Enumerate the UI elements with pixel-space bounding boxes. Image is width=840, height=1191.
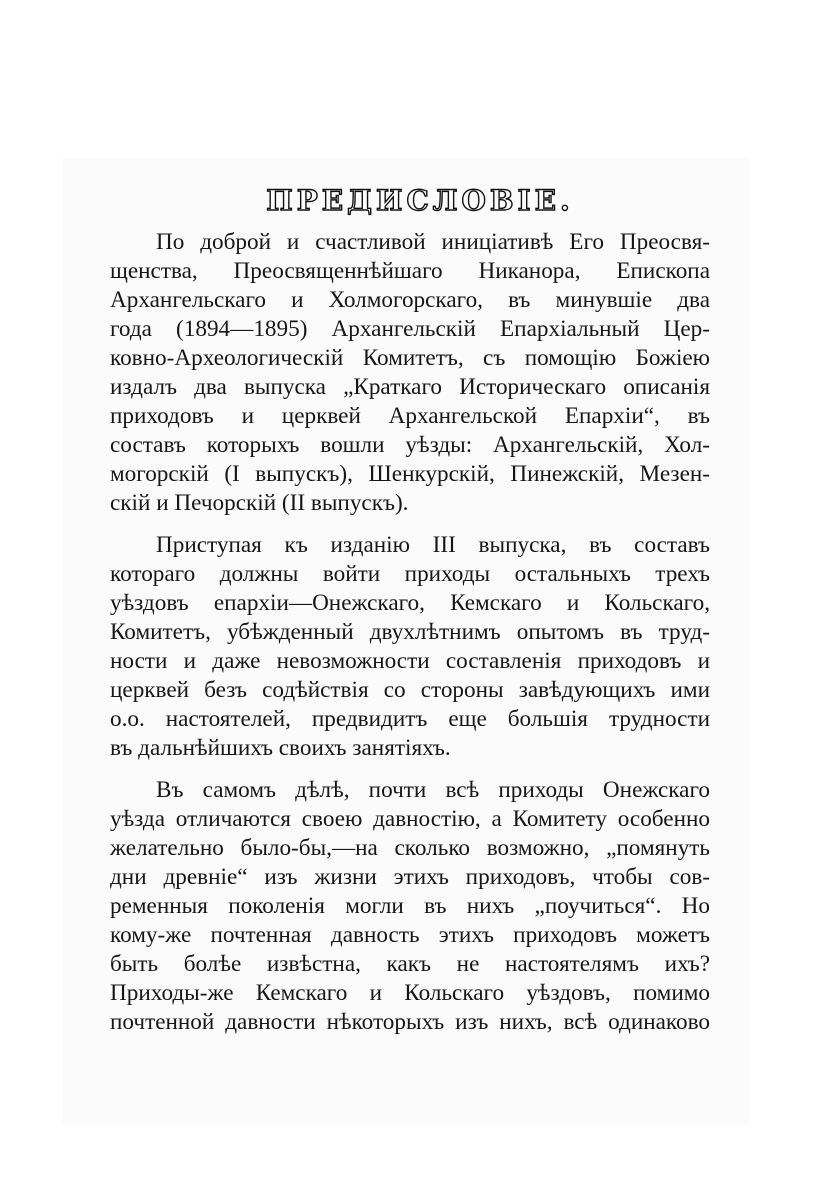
- text-line: въ дальнѣйшихъ своихъ занятіяхъ.: [110, 735, 451, 761]
- document-body: [110, 228, 710, 1050]
- text-line: ковно-Археологическій Комитетъ, съ помощію Божіею: [110, 345, 710, 371]
- text-line: Въ самомъ дѣлѣ, почти всѣ приходы Онежскаго: [156, 777, 710, 803]
- text-line: дни древніе“ изъ жизни этихъ приходовъ, чтобы сов-: [110, 864, 710, 890]
- text-line: желательно было-бы,—на сколько возможно, „помянуть: [110, 835, 710, 861]
- page-title: ПРЕДИСЛОВІЕ.: [266, 184, 574, 217]
- text-line: о.о. настоятелей, предвидитъ еще большія трудности: [110, 706, 710, 732]
- text-line: составъ которыхъ вошли уѣзды: Архангельскій, Хол-: [110, 432, 710, 458]
- text-line: приходовъ и церквей Архангельской Епархіи“, въ: [110, 403, 710, 429]
- paragraph-1: [110, 228, 710, 518]
- paragraph-3: [110, 776, 710, 1037]
- text-line: издалъ два выпуска „Краткаго Историческаго описанія: [110, 374, 710, 400]
- text-line: По доброй и счастливой иниціативѣ Его Преосвя-: [156, 229, 710, 255]
- text-line: быть болѣе извѣстна, какъ не настоятелямъ ихъ?: [110, 951, 710, 977]
- text-line: Архангельскаго и Холмогорскаго, въ минувшіе два: [110, 287, 710, 313]
- text-line: ности и даже невозможности составленія приходовъ и: [110, 648, 710, 674]
- text-line: почтенной давности нѣкоторыхъ изъ нихъ, всѣ одинаково: [110, 1009, 710, 1035]
- text-line: Комитетъ, убѣжденный двухлѣтнимъ опытомъ въ труд-: [110, 619, 710, 645]
- text-line: Приступая къ изданію III выпуска, въ составъ: [156, 532, 710, 558]
- text-line: церквей безъ содѣйствія со стороны завѣдующихъ ими: [110, 677, 710, 703]
- text-line: щенства, Преосвященнѣйшаго Никанора, Епископа: [110, 258, 710, 284]
- text-line: Приходы-же Кемскаго и Кольскаго уѣздовъ, помимо: [110, 980, 710, 1006]
- text-line: кому-же почтенная давность этихъ приходовъ можетъ: [110, 922, 710, 948]
- text-line: уѣзда отличаются своею давностію, а Комитету особенно: [110, 806, 710, 832]
- text-line: могорскій (I выпускъ), Шенкурскій, Пинежскій, Мезен-: [110, 461, 710, 487]
- paragraph-2: [110, 531, 710, 763]
- text-line: скій и Печорскій (II выпускъ).: [110, 490, 409, 516]
- text-line: ременныя поколенія могли въ нихъ „поучиться“. Но: [110, 893, 710, 919]
- text-line: года (1894—1895) Архангельскій Епархіальный Цер-: [110, 316, 710, 342]
- text-line: уѣздовъ епархіи—Онежскаго, Кемскаго и Кольскаго,: [110, 590, 710, 616]
- text-line: котораго должны войти приходы остальныхъ трехъ: [110, 561, 710, 587]
